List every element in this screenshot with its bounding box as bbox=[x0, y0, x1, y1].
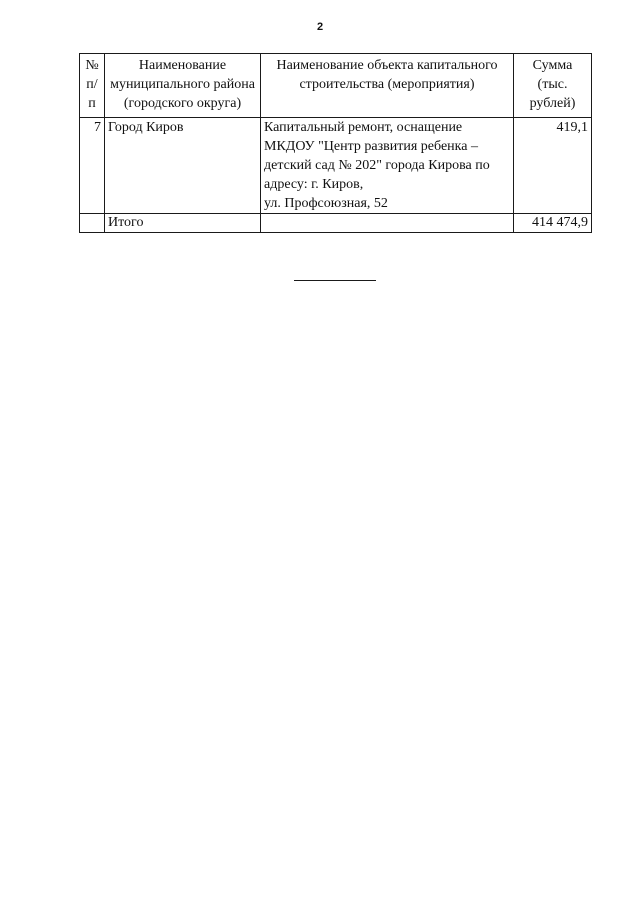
table-total-row bbox=[80, 214, 592, 233]
total-label: Итого bbox=[105, 214, 261, 233]
table-header-row bbox=[80, 54, 592, 118]
funding-table bbox=[79, 53, 592, 233]
row-object: Капитальный ремонт, оснащение МКДОУ "Центр развития ребенка – детский сад № 202" города Кирова по адресу: г. Киров, ул. Профсоюзная, 52 bbox=[261, 118, 514, 214]
total-sum: 414 474,9 bbox=[514, 214, 592, 233]
table-row bbox=[80, 118, 592, 214]
row-num: 7 bbox=[80, 118, 105, 214]
row-sum: 419,1 bbox=[514, 118, 592, 214]
header-sum: Сумма (тыс. рублей) bbox=[514, 54, 592, 118]
row-district: Город Киров bbox=[105, 118, 261, 214]
end-separator-line bbox=[294, 280, 376, 281]
header-num: № п/п bbox=[80, 54, 105, 118]
total-num-cell bbox=[80, 214, 105, 233]
header-object: Наименование объекта капитального строительства (мероприятия) bbox=[261, 54, 514, 118]
total-object-cell bbox=[261, 214, 514, 233]
header-district: Наименование муниципального района (городского округа) bbox=[105, 54, 261, 118]
page-number: 2 bbox=[316, 21, 324, 33]
